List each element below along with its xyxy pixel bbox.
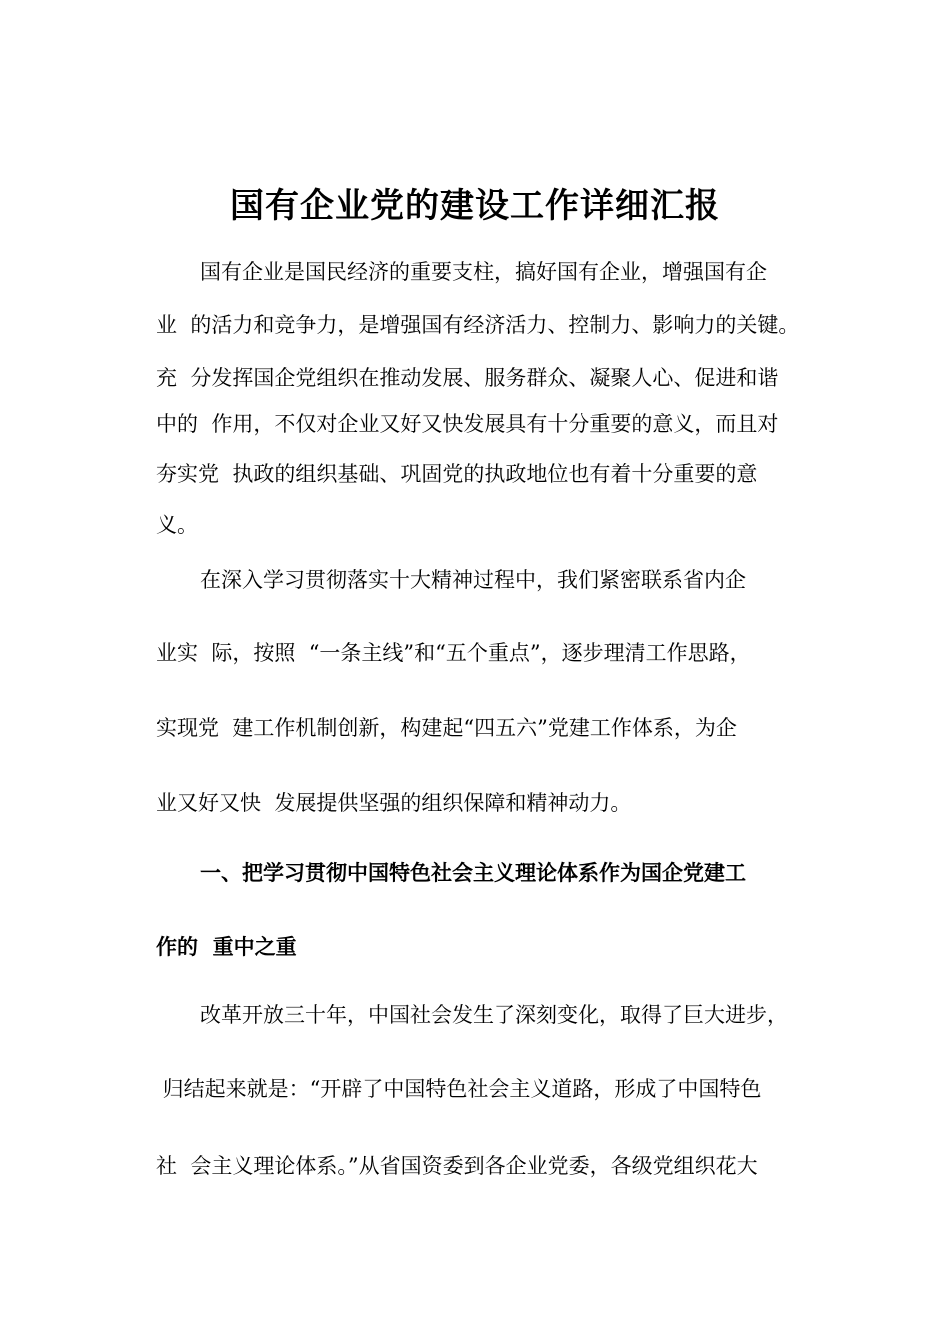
paragraph-line: 业 的活力和竞争力，是增强国有经济活力、控制力、影响力的关键。 (156, 313, 800, 337)
paragraph-line: 改革开放三十年，中国社会发生了深刻变化，取得了巨大进步， (200, 1003, 788, 1027)
heading-line: 一、把学习贯彻中国特色社会主义理论体系作为国企党建工 (200, 861, 746, 885)
paragraph-line: 实现党 建工作机制创新，构建起“四五六”党建工作体系，为企 (156, 716, 737, 740)
paragraph-line: 业实 际，按照 “一条主线”和“五个重点”，逐步理清工作思路， (156, 641, 751, 665)
paragraph-line: 归结起来就是：“开辟了中国特色社会主义道路，形成了中国特色 (156, 1077, 762, 1101)
paragraph-line: 在深入学习贯彻落实十大精神过程中，我们紧密联系省内企 (200, 568, 746, 592)
paragraph-line: 国有企业是国民经济的重要支柱，搞好国有企业，增强国有企 (200, 260, 767, 284)
heading-line: 作的 重中之重 (156, 935, 297, 959)
paragraph-line: 夯实党 执政的组织基础、巩固党的执政地位也有着十分重要的意 (156, 462, 758, 486)
paragraph-line: 业又好又快 发展提供坚强的组织保障和精神动力。 (156, 791, 632, 815)
document-title: 国有企业党的建设工作详细汇报 (230, 186, 720, 226)
paragraph-line: 义。 (156, 513, 198, 537)
paragraph-line: 充 分发挥国企党组织在推动发展、服务群众、凝聚人心、促进和谐 (156, 366, 779, 390)
paragraph-line: 社 会主义理论体系。”从省国资委到各企业党委，各级党组织花大 (156, 1154, 758, 1178)
paragraph-line: 中的 作用，不仅对企业又好又快发展具有十分重要的意义，而且对 (156, 412, 779, 436)
